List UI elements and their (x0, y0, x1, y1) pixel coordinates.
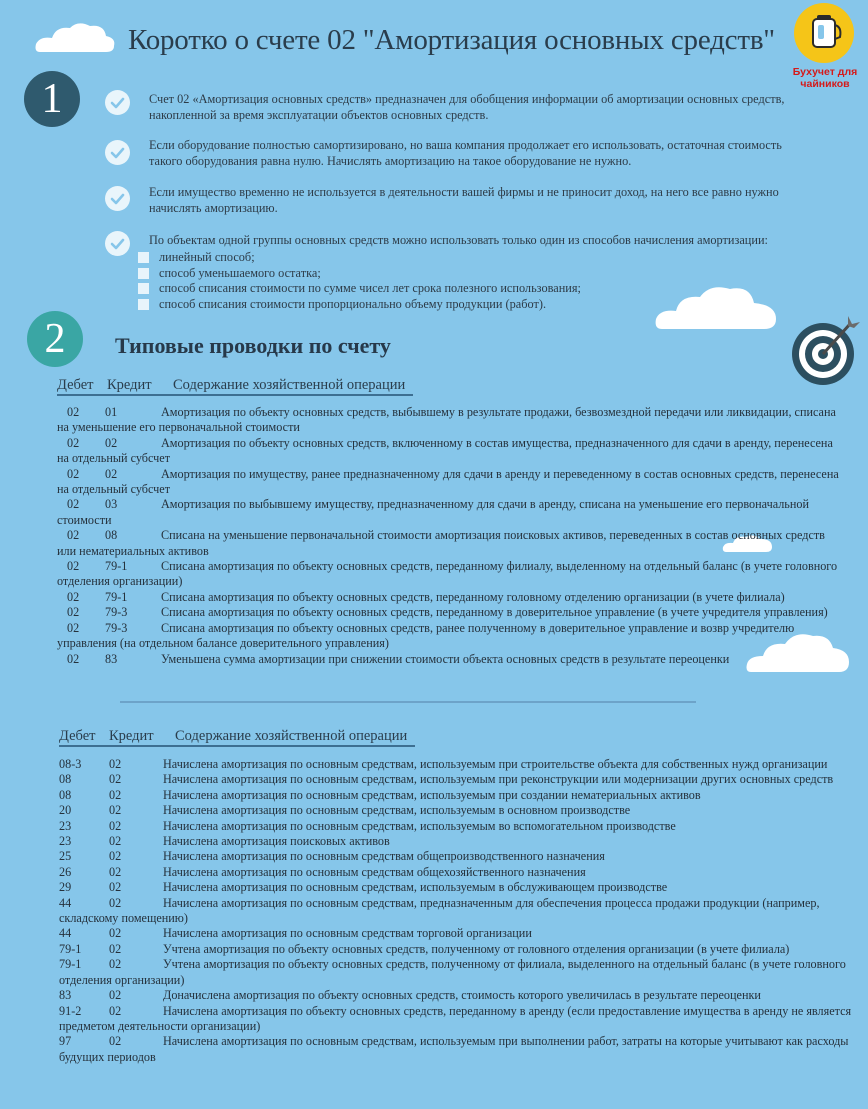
logo-caption: Бухучет для чайников (792, 66, 858, 90)
credit-cell: 02 (109, 941, 122, 956)
table-row (57, 497, 843, 528)
credit-cell: 02 (109, 818, 122, 833)
table-row (57, 436, 843, 467)
credit-cell: 02 (109, 895, 122, 910)
operation-cell: Доначислена амортизация по объекту основных средств, стоимость которого увеличилась в результате переоценки (163, 988, 761, 1003)
table-row (59, 803, 853, 818)
check-icon (105, 231, 130, 256)
operation-cell: Уменьшена сумма амортизации при снижении стоимости объекта основных средств в результате переоценки (161, 651, 730, 666)
credit-cell: 02 (109, 757, 122, 771)
logo (794, 3, 854, 63)
table-row (59, 788, 853, 803)
table2-header (59, 728, 415, 747)
credit-cell: 02 (109, 1003, 122, 1018)
check-icon (105, 186, 130, 211)
credit-cell: 79-3 (105, 605, 128, 620)
table-row (59, 988, 853, 1003)
cloud-right-icon (654, 283, 778, 331)
operation-cell: Начислена амортизация поисковых активов (163, 834, 390, 849)
header-debit: Дебет (57, 377, 94, 393)
operation-cell: Учтена амортизация по объекту основных средств, полученному от филиала, выделенного на отдельный баланс (в учете головного отделения организации) (59, 957, 846, 987)
operation-cell: Начислена амортизация по основным средствам, используемым в обслуживающем производстве (163, 880, 668, 895)
debit-cell: 02 (67, 497, 80, 512)
operation-cell: Амортизация по имуществу, ранее предназначенному для сдачи в аренду и переведенному в состав основных средств, перенесена на отдельный субсчет (57, 466, 839, 497)
table-row (59, 834, 853, 849)
debit-cell: 02 (67, 466, 80, 481)
header-credit: Кредит (109, 728, 154, 744)
table-row (59, 1034, 853, 1065)
debit-cell: 25 (59, 849, 72, 864)
cloud-top-left-icon (34, 20, 116, 54)
bullet-text: Счет 02 «Амортизация основных средств» предназначен для обобщения информации об амортизации основных средств, накопленной за время эксплуатации объектов основных средств. (149, 92, 785, 122)
divider (120, 701, 696, 703)
debit-cell: 23 (59, 834, 72, 849)
credit-cell: 02 (109, 772, 122, 787)
credit-cell: 01 (105, 405, 118, 419)
credit-cell: 79-1 (105, 589, 128, 604)
section-title: Типовые проводки по счету (115, 333, 391, 358)
credit-cell: 02 (109, 988, 122, 1003)
credit-cell: 03 (105, 497, 118, 512)
table-row (57, 559, 843, 590)
table-row (59, 942, 853, 957)
check-icon (105, 90, 130, 115)
table-row (57, 605, 843, 620)
table-row (59, 1004, 853, 1035)
debit-cell: 29 (59, 880, 72, 895)
operation-cell: Начислена амортизация по основным средствам, предназначенным для обеспечения процесса продажи продукции (например, складскому помещению) (59, 895, 820, 926)
credit-cell: 08 (105, 528, 118, 543)
bullet-text: По объектам одной группы основных средств можно использовать только один из способов начисления амортизации: (149, 233, 768, 247)
table-row (59, 772, 853, 787)
header-content: Содержание хозяйственной операции (175, 728, 408, 744)
operation-cell: Амортизация по выбывшему имуществу, предназначенному для сдачи в аренду, списана на уменьшение его первоначальной стоимости (57, 497, 810, 527)
debit-cell: 44 (59, 926, 72, 941)
operation-cell: Начислена амортизация по основным средствам, используемым во вспомогательном производстве (163, 818, 676, 833)
debit-cell: 83 (59, 988, 72, 1003)
credit-cell: 02 (109, 787, 122, 802)
credit-cell: 02 (105, 466, 118, 481)
operation-cell: Начислена амортизация по основным средствам, используемым при выполнении работ, затраты на которые учитывают как расходы будущих периодов (59, 1034, 849, 1064)
table-row (59, 849, 853, 864)
bullet-text: Если имущество временно не используется в деятельности вашей фирмы и не приносит доход, на него все равно нужно начислять амортизацию. (149, 185, 779, 215)
operation-cell: Начислена амортизация по основным средствам торговой организации (163, 926, 532, 941)
operation-cell: Списана амортизация по объекту основных средств, переданному головному отделению организации (в учете филиала) (161, 589, 785, 604)
operation-cell: Списана на уменьшение первоначальной стоимости амортизация поисковых активов, переведенных в состав основных средств или нематериальных активов (57, 528, 825, 558)
operation-cell: Начислена амортизация по основным средствам, используемым при реконструкции или модернизации других основных средств (163, 772, 834, 787)
list-item: способ списания стоимости по сумме чисел лет срока полезного использования; (138, 281, 581, 297)
list-item: линейный способ; (138, 250, 581, 266)
square-bullet-icon (138, 283, 149, 294)
header-credit: Кредит (107, 377, 152, 393)
credit-cell: 83 (105, 651, 118, 666)
debit-cell: 02 (67, 589, 80, 604)
credit-cell: 02 (109, 864, 122, 879)
table-row (57, 405, 843, 436)
table2 (59, 757, 853, 1065)
debit-cell: 08-3 (59, 757, 82, 771)
bullet-text: Если оборудование полностью самортизировано, но ваша компания продолжает его использовать, остаточная стоимость такого оборудования равна нулю. Начислять амортизацию на такое оборудование не нужно. (149, 138, 782, 168)
debit-cell: 02 (67, 405, 80, 419)
credit-cell: 79-3 (105, 620, 128, 635)
square-bullet-icon (138, 252, 149, 263)
table-row (57, 590, 843, 605)
operation-cell: Амортизация по объекту основных средств, выбывшему в результате продажи, безвозмездной передачи или ликвидации, списана на уменьшение его первоначальной стоимости (57, 405, 836, 435)
operation-cell: Начислена амортизация по основным средствам, используемым при строительстве объекта для собственных нужд организации (163, 757, 828, 771)
header-content: Содержание хозяйственной операции (173, 377, 406, 393)
table1 (57, 405, 843, 667)
table-row (59, 819, 853, 834)
operation-cell: Начислена амортизация по основным средствам, используемым при создании нематериальных активов (163, 787, 701, 802)
debit-cell: 79-1 (59, 957, 82, 972)
debit-cell: 02 (67, 605, 80, 620)
table-row (59, 757, 853, 772)
methods-list (138, 250, 581, 312)
debit-cell: 02 (67, 620, 80, 635)
debit-cell: 02 (67, 528, 80, 543)
debit-cell: 02 (67, 559, 80, 574)
operation-cell: Начислена амортизация по основным средствам общепроизводственного назначения (163, 849, 605, 864)
debit-cell: 02 (67, 651, 80, 666)
debit-cell: 97 (59, 1034, 72, 1049)
table-row (59, 880, 853, 895)
table-row (59, 865, 853, 880)
debit-cell: 79-1 (59, 941, 82, 956)
debit-cell: 23 (59, 818, 72, 833)
table-row (57, 467, 843, 498)
debit-cell: 08 (59, 787, 72, 802)
target-icon (790, 312, 860, 386)
operation-cell: Начислена амортизация по основным средствам, используемым в основном производстве (163, 803, 631, 818)
operation-cell: Начислена амортизация по объекту основных средств, переданному в аренду (если предоставление имущества в аренду не является предметом деятельности организации) (59, 1003, 852, 1033)
credit-cell: 02 (109, 957, 122, 972)
table-row (59, 896, 853, 927)
section-number-1: 1 (24, 71, 80, 127)
credit-cell: 79-1 (105, 559, 128, 574)
operation-cell: Учтена амортизация по объекту основных средств, полученному от головного отделения организации (в учете филиала) (163, 941, 790, 956)
operation-cell: Начислена амортизация по основным средствам общехозяйственного назначения (163, 864, 586, 879)
debit-cell: 08 (59, 772, 72, 787)
credit-cell: 02 (109, 880, 122, 895)
credit-cell: 02 (105, 435, 118, 450)
credit-cell: 02 (109, 849, 122, 864)
table-row (57, 621, 843, 652)
list-item: способ списания стоимости пропорционально объему продукции (работ). (138, 297, 581, 313)
table1-header (57, 377, 413, 396)
list-item: способ уменьшаемого остатка; (138, 266, 581, 282)
credit-cell: 02 (109, 926, 122, 941)
operation-cell: Списана амортизация по объекту основных средств, переданному филиалу, выделенному на отдельный баланс (в учете головного отделения организации) (57, 559, 838, 589)
debit-cell: 20 (59, 803, 72, 818)
debit-cell: 26 (59, 864, 72, 879)
page-title: Коротко о счете 02 "Амортизация основных средств" (128, 24, 775, 56)
square-bullet-icon (138, 299, 149, 310)
operation-cell: Списана амортизация по объекту основных средств, ранее полученному в доверительное управление и возвр учредителю управления (на отдельном балансе доверительного управления) (57, 620, 795, 651)
debit-cell: 44 (59, 895, 72, 910)
header-debit: Дебет (59, 728, 96, 744)
table-row (59, 926, 853, 941)
credit-cell: 02 (109, 1034, 122, 1049)
check-icon (105, 140, 130, 165)
square-bullet-icon (138, 268, 149, 279)
table-row (57, 528, 843, 559)
credit-cell: 02 (109, 834, 122, 849)
section-number-2: 2 (27, 311, 83, 367)
debit-cell: 91-2 (59, 1003, 82, 1018)
table-row (57, 652, 843, 667)
debit-cell: 02 (67, 435, 80, 450)
credit-cell: 02 (109, 803, 122, 818)
operation-cell: Списана амортизация по объекту основных средств, переданному в доверительное управление (в учете учредителя управления) (161, 605, 828, 620)
operation-cell: Амортизация по объекту основных средств, включенному в состав имущества, предназначенного для сдачи в аренду, перенесена на отдельный субсчет (57, 435, 833, 466)
kettle-icon (794, 3, 854, 63)
table-row (59, 957, 853, 988)
